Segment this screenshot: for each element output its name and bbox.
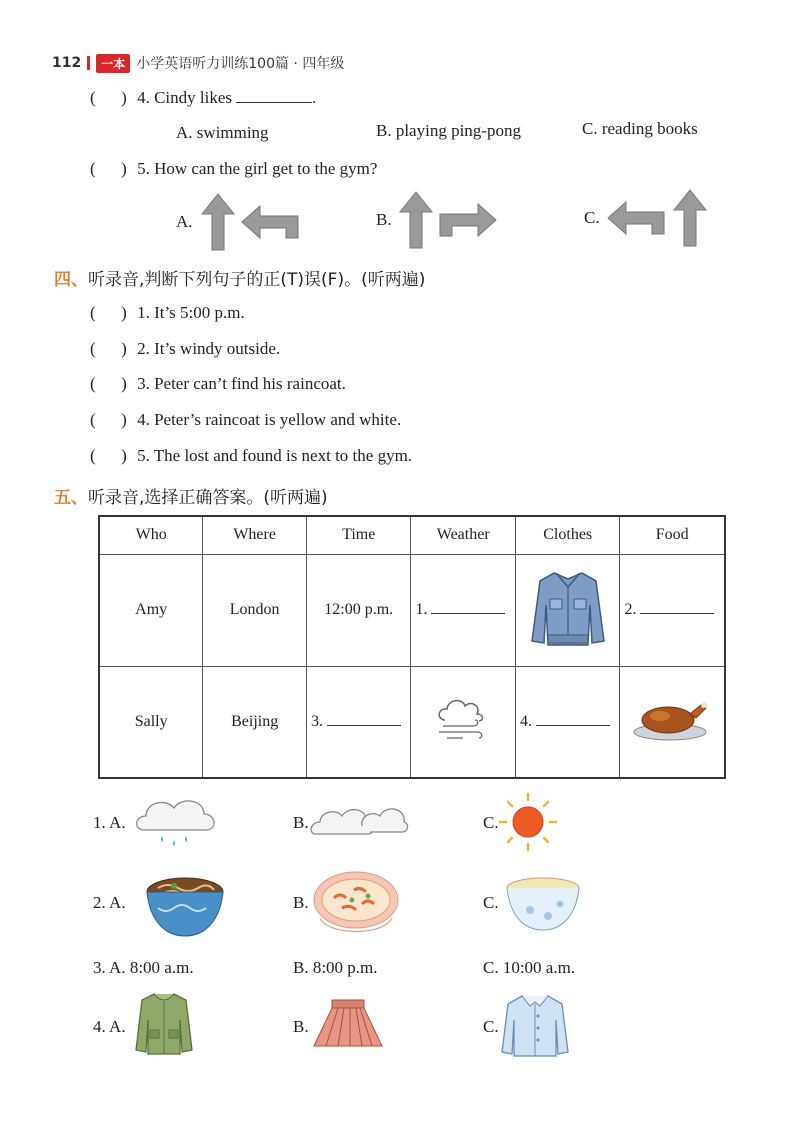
answer-blank[interactable] [327,713,401,726]
answer-blank[interactable] [536,713,610,726]
tf-item-4: ( ) 4. Peter’s raincoat is yellow and white. [90,410,402,429]
answer-1-a-label: 1. A. [93,813,126,832]
cell-who: Amy [99,554,203,666]
shirt-icon[interactable] [500,992,570,1058]
answer-2-b-label: B. [293,893,309,912]
answer-bracket[interactable]: ( ) [90,88,127,107]
page-header [52,53,344,73]
cell-weather: 1. [411,554,515,666]
option-b: B. playing ping-pong [376,121,521,140]
cloudy-icon[interactable] [310,796,410,840]
denim-jacket-icon [526,565,610,651]
cell-time: 3. [307,666,411,778]
option-c-label: C. [584,208,600,227]
answer-bracket[interactable]: ( ) [90,303,127,322]
soup-bowl-icon[interactable] [312,870,400,944]
brand-logo: 一本 [96,54,130,73]
rainy-cloud-icon[interactable] [132,790,222,850]
header-divider [87,56,90,70]
question-3-5 [90,159,377,179]
book-title: 小学英语听力训练100篇 · 四年级 [136,56,345,72]
noodle-bowl-icon[interactable] [144,872,226,940]
green-jacket-icon[interactable] [134,990,194,1056]
answer-blank[interactable] [640,601,714,614]
answer-4-c-label: C. [483,1017,499,1036]
answer-blank[interactable] [431,601,505,614]
question-text: 4. Cindy likes [137,88,232,107]
table-row [99,666,725,778]
tf-item-1: ( ) 1. It’s 5:00 p.m. [90,303,245,322]
answer-blank[interactable] [236,88,312,103]
cell-food: 2. [620,554,725,666]
cell-food [620,666,725,778]
answer-bracket[interactable]: ( ) [90,410,127,429]
question-text: 5. How can the girl get to the gym? [137,159,378,178]
cell-who: Sally [99,666,203,778]
tf-item-2: ( ) 2. It’s windy outside. [90,339,281,358]
header-food: Food [620,516,725,554]
cell-clothes [515,554,620,666]
tf-item-5: ( ) 5. The lost and found is next to the gym. [90,446,413,465]
page-number: 112 [52,55,82,71]
answer-4-a-label: 4. A. [93,1017,126,1036]
option-b-label: B. [376,210,392,229]
table-row [99,554,725,666]
rice-porridge-bowl-icon[interactable] [504,872,582,934]
header-weather: Weather [411,516,515,554]
answer-bracket[interactable]: ( ) [90,159,127,178]
option-a: A. swimming [176,123,269,142]
header-time: Time [307,516,411,554]
table-header-row [99,516,725,554]
answer-bracket[interactable]: ( ) [90,374,127,393]
answer-2-c-label: C. [483,893,499,912]
sunny-icon[interactable] [498,792,558,852]
answer-1-b-label: B. [293,813,309,832]
answer-bracket[interactable]: ( ) [90,339,127,358]
option-c: C. reading books [582,119,698,138]
section-4-title: 四、听录音,判断下列句子的正(T)误(F)。(听两遍) [54,270,426,290]
answer-1-c-label: C. [483,813,499,832]
cell-where: London [203,554,307,666]
answer-2-a-label: 2. A. [93,893,126,912]
answer-3-a[interactable]: 3. A. 8:00 a.m. [93,958,194,977]
cell-weather [411,666,515,778]
answer-4-b-label: B. [293,1017,309,1036]
arrow-left-up-icon [606,188,710,250]
skirt-icon[interactable] [310,996,386,1052]
tf-item-3: ( ) 3. Peter can’t find his raincoat. [90,374,346,393]
info-table [98,515,726,779]
answer-bracket[interactable]: ( ) [90,446,127,465]
answer-3-b[interactable]: B. 8:00 p.m. [293,958,378,977]
header-where: Where [203,516,307,554]
header-clothes: Clothes [515,516,620,554]
cell-clothes: 4. [515,666,620,778]
question-3-4: ( ) 4. Cindy likes . [90,88,317,107]
windy-icon [433,694,493,744]
cell-where: Beijing [203,666,307,778]
roast-duck-icon [630,694,714,744]
cell-time: 12:00 p.m. [307,554,411,666]
arrow-up-left-icon [200,192,304,252]
answer-3-c[interactable]: C. 10:00 a.m. [483,958,576,977]
header-who: Who [99,516,203,554]
arrow-up-right-icon [398,190,502,250]
option-a-label: A. [176,212,193,231]
section-5-title: 五、听录音,选择正确答案。(听两遍) [54,488,328,508]
